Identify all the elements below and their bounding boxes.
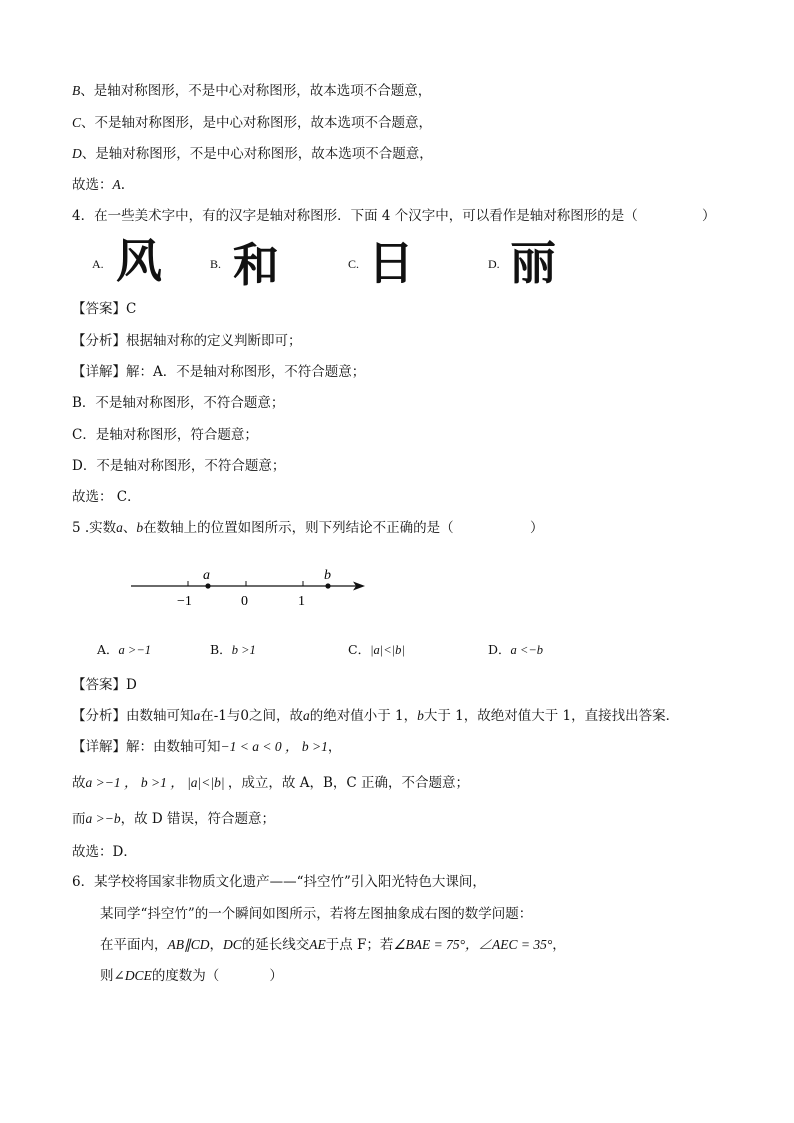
q4-option-a-label: A. <box>92 257 104 271</box>
option-label: A． <box>97 642 119 657</box>
q5-var-b: b <box>136 520 144 535</box>
q5-detail-1 <box>72 738 341 756</box>
tick-label-zero: 0 <box>241 594 248 609</box>
q4-detail-a: 【详解】解：A．不是轴对称图形，不符合题意； <box>72 364 366 380</box>
analysis-text: 的绝对值小于 1， <box>309 708 418 724</box>
choose-label: 故选： <box>72 177 113 193</box>
option-label: C． <box>348 642 371 657</box>
prev-line-b <box>72 82 431 100</box>
q6-line-1: 6．某学校将国家非物质文化遗产——“抖空竹”引入阳光特色大课间， <box>72 874 486 890</box>
line-text: 、不是轴对称图形，是中心对称图形，故本选项不合题意， <box>81 115 433 131</box>
q6-text: 则∠ <box>100 968 125 984</box>
detail-text: 故 <box>72 775 86 791</box>
q4-analysis: 【分析】根据轴对称的定义判断即可； <box>72 333 302 349</box>
point-b-label: b <box>324 568 331 583</box>
q5-stem <box>72 519 454 537</box>
option-expr: |a|<|b| <box>370 643 405 657</box>
detail-text: 【详解】解：由数轴可知 <box>72 739 221 755</box>
q4-detail-c: C．是轴对称图形，符合题意； <box>72 427 258 443</box>
detail-text: ，成立，故 A，B，C 正确，不合题意； <box>227 775 470 791</box>
option-label: D． <box>488 642 511 657</box>
point-b <box>325 583 330 588</box>
q4-option-b-label: B. <box>210 257 222 271</box>
q6-expr: ∠BAE = 75°，∠AEC = 35° <box>393 937 553 952</box>
q6-line-2: 某同学“抖空竹”的一个瞬间如图所示，若将左图抽象成右图的数学问题： <box>100 906 533 922</box>
q6-expr: DC <box>223 937 242 952</box>
q5-paren-close: ） <box>530 520 544 536</box>
q4-answer: 【答案】C <box>72 301 137 317</box>
q6-expr: AB∥CD <box>167 937 210 952</box>
choose-end: . <box>120 177 126 193</box>
q6-text: 于点 F；若 <box>325 937 394 953</box>
q5-detail-2 <box>72 774 469 792</box>
tick-label-one: 1 <box>298 594 305 609</box>
q6-text: 在平面内， <box>100 937 168 953</box>
var-a: a <box>193 708 201 723</box>
q5-answer: 【答案】D <box>72 677 137 693</box>
q5-option-b <box>210 640 256 658</box>
q6-text: ， <box>552 937 566 953</box>
q5-option-a <box>97 640 151 658</box>
var-b: b <box>417 708 424 723</box>
q4-detail-b: B．不是轴对称图形，不符合题意； <box>72 395 285 411</box>
q4-option-d-label: D. <box>488 257 500 271</box>
q4-detail-d: D．不是轴对称图形，不符合题意； <box>72 458 286 474</box>
q6-text: ， <box>209 937 223 953</box>
option-expr: a >−1 <box>118 643 152 657</box>
q4-stem <box>72 207 638 225</box>
q5-option-c <box>348 640 405 658</box>
line-text: 、是轴对称图形，不是中心对称图形，故本选项不合题意， <box>81 146 433 162</box>
analysis-text: 在-1与0之间，故 <box>200 708 303 724</box>
q4-choose: 故选： C． <box>72 489 141 505</box>
var-a: a <box>303 708 310 723</box>
q6-text: 的延长线交 <box>241 937 310 953</box>
q4-option-a-char: 风 <box>116 234 162 288</box>
q5-analysis <box>72 707 679 725</box>
q4-option-b-char: 和 <box>233 238 279 292</box>
analysis-text: 【分析】由数轴可知 <box>72 708 194 724</box>
detail-expr: a >−1 ， b >1 ， |a|<|b| <box>85 775 228 790</box>
q6-text: 的度数为（ <box>151 968 220 984</box>
detail-text: 而 <box>72 811 86 827</box>
analysis-text: 大于 1，故绝对值大于 1，直接找出答案． <box>423 708 680 724</box>
q5-detail-3 <box>72 810 275 828</box>
detail-text: ，故 D 错误，符合题意； <box>120 811 276 827</box>
option-expr: a <−b <box>510 643 544 657</box>
option-letter: B <box>72 83 81 98</box>
point-a <box>205 583 210 588</box>
q5-stem-rest: 在数轴上的位置如图所示，则下列结论不正确的是（ <box>143 520 454 536</box>
q5-stem-text: 5 .实数 <box>72 520 117 536</box>
number-line-figure <box>125 562 375 612</box>
q6-text: ） <box>269 968 283 984</box>
q5-stem-sep: 、 <box>122 520 137 536</box>
q6-expr: AE <box>309 937 326 952</box>
option-letter: D <box>72 146 82 161</box>
prev-line-c <box>72 114 432 132</box>
choose-answer: A <box>112 177 121 192</box>
prev-line-d <box>72 145 433 163</box>
q5-choose: 故选：D． <box>72 844 137 860</box>
detail-text: ， <box>327 739 342 755</box>
q4-option-c-label: C. <box>348 257 360 271</box>
option-label: B． <box>210 642 232 657</box>
q4-option-c-char: 日 <box>368 236 414 290</box>
option-letter: C <box>72 115 82 130</box>
q4-stem-text: 4．在一些美术字中，有的汉字是轴对称图形．下面 4 个汉字中，可以看作是轴对称图形的是（ <box>72 208 638 224</box>
q4-option-d-char: 丽 <box>510 236 556 290</box>
q6-line-4 <box>100 967 283 985</box>
option-expr: b >1 <box>231 643 256 657</box>
q6-expr: DCE <box>124 968 152 983</box>
detail-expr: −1 < a < 0 ， b >1 <box>220 739 328 754</box>
point-a-label: a <box>203 568 210 583</box>
q5-var-a: a <box>116 520 123 535</box>
prev-choose <box>72 176 125 194</box>
line-text: 、是轴对称图形，不是中心对称图形，故本选项不合题意， <box>80 83 432 99</box>
q4-paren-close: ） <box>702 208 716 224</box>
tick-label-minus-one: −1 <box>177 594 192 609</box>
q6-line-3 <box>100 936 566 954</box>
detail-expr: a >−b <box>85 811 121 826</box>
q5-option-d <box>488 640 543 658</box>
